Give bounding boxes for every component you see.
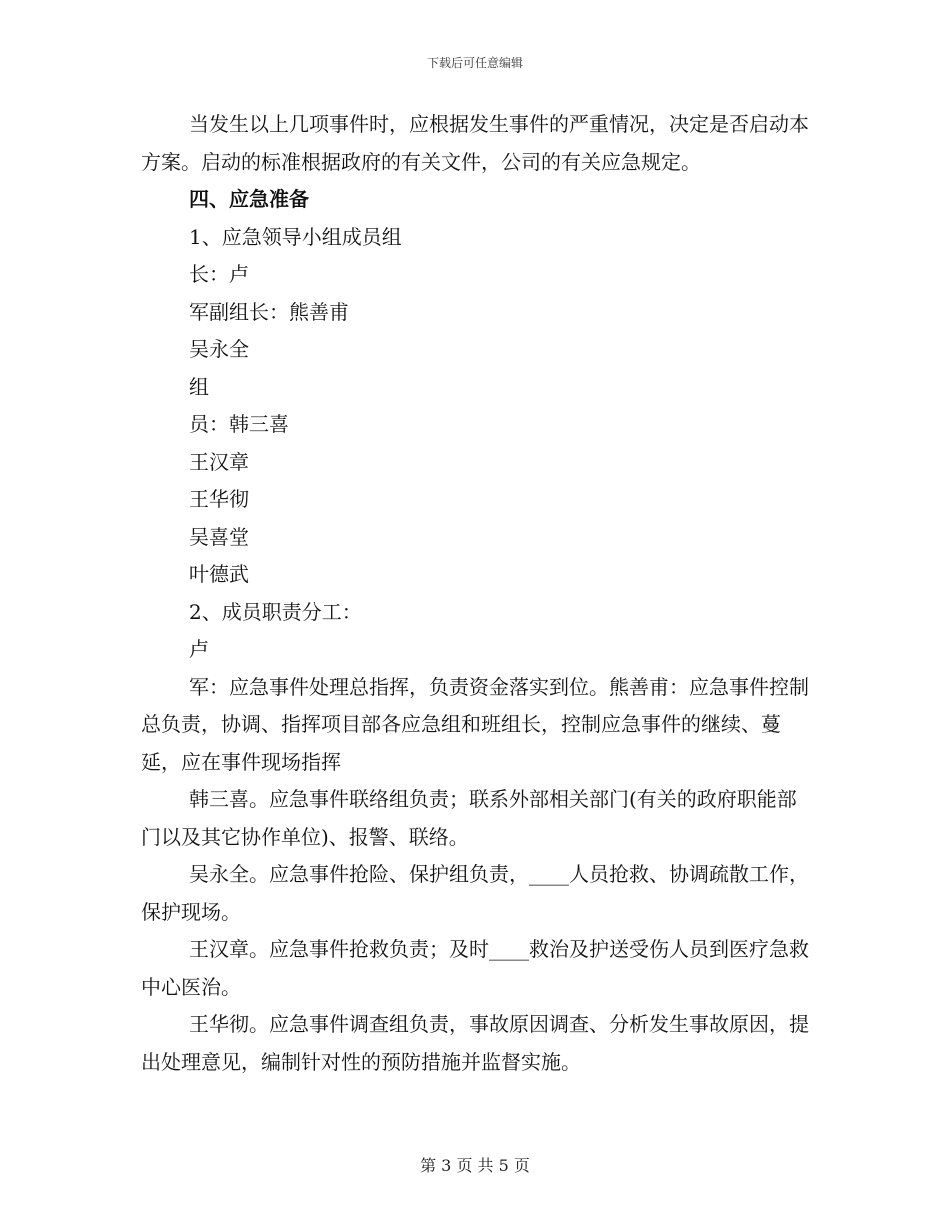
page-footer: 第 3 页 共 5 页 (420, 1156, 530, 1175)
list-line: 王华彻 (189, 487, 249, 511)
paragraph-duty: 军：应急事件处理总指挥，负责资金落实到位。熊善甫：应急事件控制总负责，协调、指挥项目部各应急组和班组长，控制应急事件的继续、蔓延，应在事件现场指挥 (141, 674, 809, 774)
list-line: 组 (189, 374, 209, 399)
paragraph-duty: 王华彻。应急事件调查组负责，事故原因调查、分析发生事故原因，提出处理意见，编制针对性的预防措施并监督实施。 (141, 1012, 809, 1074)
document-body (141, 106, 809, 1081)
paragraph-duty: 王汉章。应急事件抢救负责；及时____救治及护送受伤人员到医疗急救中心医治。 (141, 937, 809, 999)
paragraph-activation-criteria: 当发生以上几项事件时，应根据发生事件的严重情况，决定是否启动本方案。启动的标准根据政府的有关文件，公司的有关应急规定。 (141, 112, 809, 174)
list-line: 吴喜堂 (189, 524, 249, 549)
list-line: 卢 (189, 637, 209, 661)
list-line: 员：韩三喜 (189, 412, 289, 436)
list-line: 王汉章 (189, 449, 249, 474)
list-line: 军副组长：熊善甫 (189, 299, 349, 324)
list-line: 长：卢 (189, 262, 249, 286)
subheading-leadership-group: 1、应急领导小组成员组 (189, 224, 402, 249)
paragraph-duty: 吴永全。应急事件抢险、保护组负责，____人员抢救、协调疏散工作，保护现场。 (141, 862, 809, 924)
section-heading-emergency-preparation: 四、应急准备 (189, 187, 309, 211)
subheading-duties: 2、成员职责分工： (189, 599, 362, 624)
page-header: 下载后可任意编辑 (426, 56, 523, 70)
list-line: 叶德武 (189, 562, 249, 586)
paragraph-duty: 韩三喜。应急事件联络组负责；联系外部相关部门(有关的政府职能部门以及其它协作单位)、报警、联络。 (141, 787, 797, 849)
list-line: 吴永全 (189, 337, 249, 361)
